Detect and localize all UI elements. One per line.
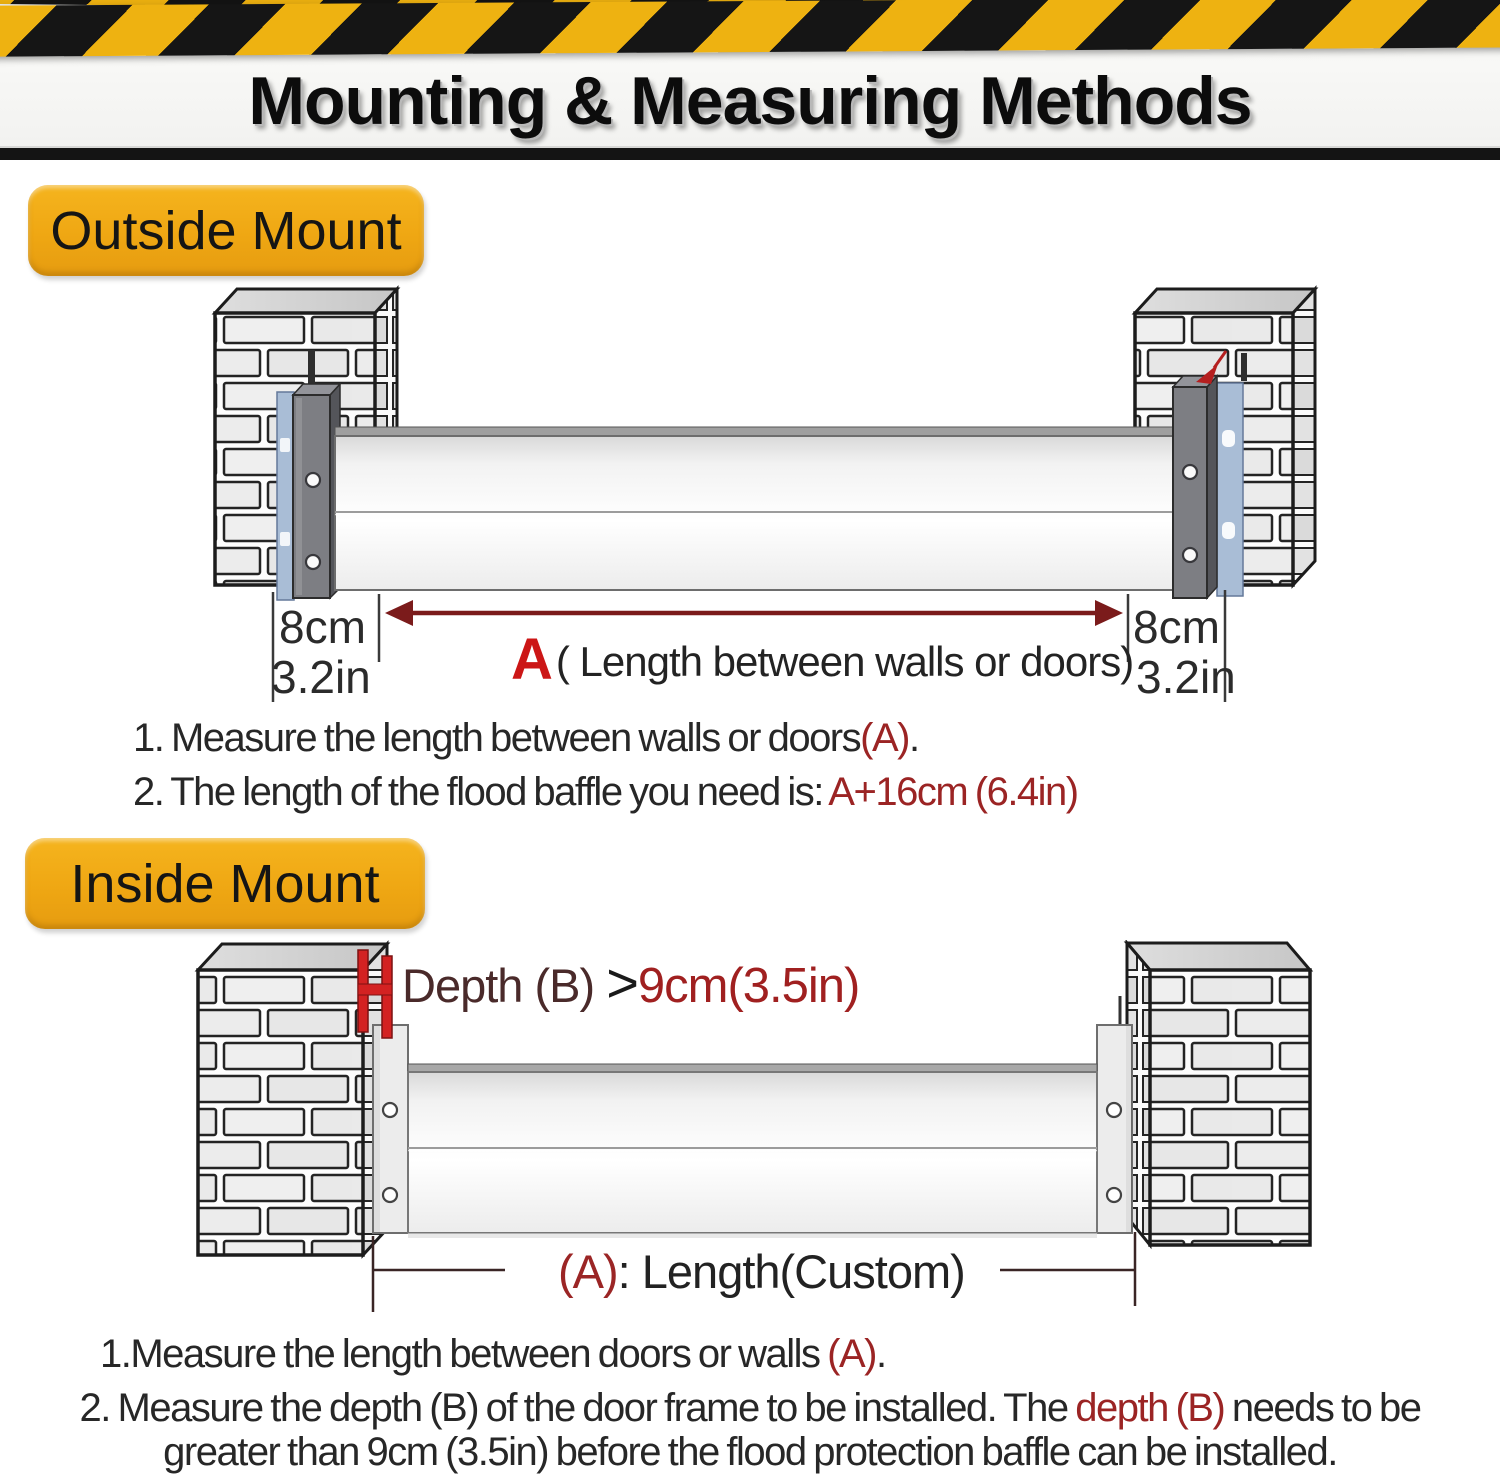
left-seal-strip <box>277 392 294 600</box>
span-label <box>511 627 1133 692</box>
screw-hole-icon <box>306 473 320 487</box>
right-seal-strip <box>1217 383 1243 596</box>
caution-tape-icon <box>0 0 1500 57</box>
banner-divider <box>0 146 1500 160</box>
screw-hole-icon <box>383 1188 397 1202</box>
length-double-arrow-icon <box>385 600 1123 626</box>
left-mount-bracket <box>293 384 340 598</box>
banner <box>0 0 1500 160</box>
dim-left-cm: 8cm <box>279 601 366 653</box>
dim-left-in: 3.2in <box>271 651 371 703</box>
screw-hole-icon <box>1107 1188 1121 1202</box>
screw-hole-icon <box>1183 548 1197 562</box>
inside-flood-baffle <box>408 1064 1097 1238</box>
outside-step-2: 2. The length of the flood baffle you need is: A+16cm (6.4in) <box>133 770 1078 814</box>
inside-mount-badge <box>25 838 425 929</box>
inside-left-bracket <box>373 1025 408 1233</box>
inside-mount-badge-label: Inside Mount <box>70 853 380 914</box>
inside-span-rest: : Length(Custom) <box>617 1245 965 1298</box>
depth-label-value: 9cm(3.5in) <box>637 959 860 1013</box>
span-label-letter: A <box>511 627 552 692</box>
depth-label-gt: > <box>606 951 638 1014</box>
outside-flood-baffle <box>335 427 1173 590</box>
outside-mount-diagram <box>0 280 1500 705</box>
inside-mount-diagram <box>0 940 1500 1332</box>
right-mount-bracket <box>1173 376 1217 598</box>
inside-step-1: 1.Measure the length between doors or walls (A). <box>100 1332 886 1376</box>
outside-mount-badge <box>28 185 424 276</box>
dim-right-in: 3.2in <box>1136 651 1236 703</box>
right-anchor-slot <box>1241 353 1247 381</box>
page-title: Mounting & Measuring Methods <box>248 63 1252 139</box>
outside-step-1: 1. Measure the length between walls or doors(A). <box>133 716 919 760</box>
screw-hole-icon <box>306 555 320 569</box>
inside-span-hl: (A) <box>558 1245 618 1298</box>
screw-hole-icon <box>1107 1103 1121 1117</box>
screw-hole-icon <box>1183 465 1197 479</box>
dim-right-cm: 8cm <box>1133 601 1220 653</box>
screw-hole-icon <box>383 1103 397 1117</box>
inside-right-pillar <box>1127 943 1310 1245</box>
outside-mount-badge-label: Outside Mount <box>50 200 402 261</box>
inside-span-label <box>558 1245 965 1298</box>
inside-step-2: 2. Measure the depth (B) of the door frame to be installed. The depth (B) needs to be greater than 9cm (3.5in) before the flood protection baffle can be installed. <box>79 1386 1421 1474</box>
depth-label-black: Depth (B) <box>402 959 607 1012</box>
inside-right-bracket <box>1097 996 1132 1233</box>
depth-label <box>402 951 859 1014</box>
span-label-rest: ( Length between walls or doors) <box>555 638 1134 685</box>
